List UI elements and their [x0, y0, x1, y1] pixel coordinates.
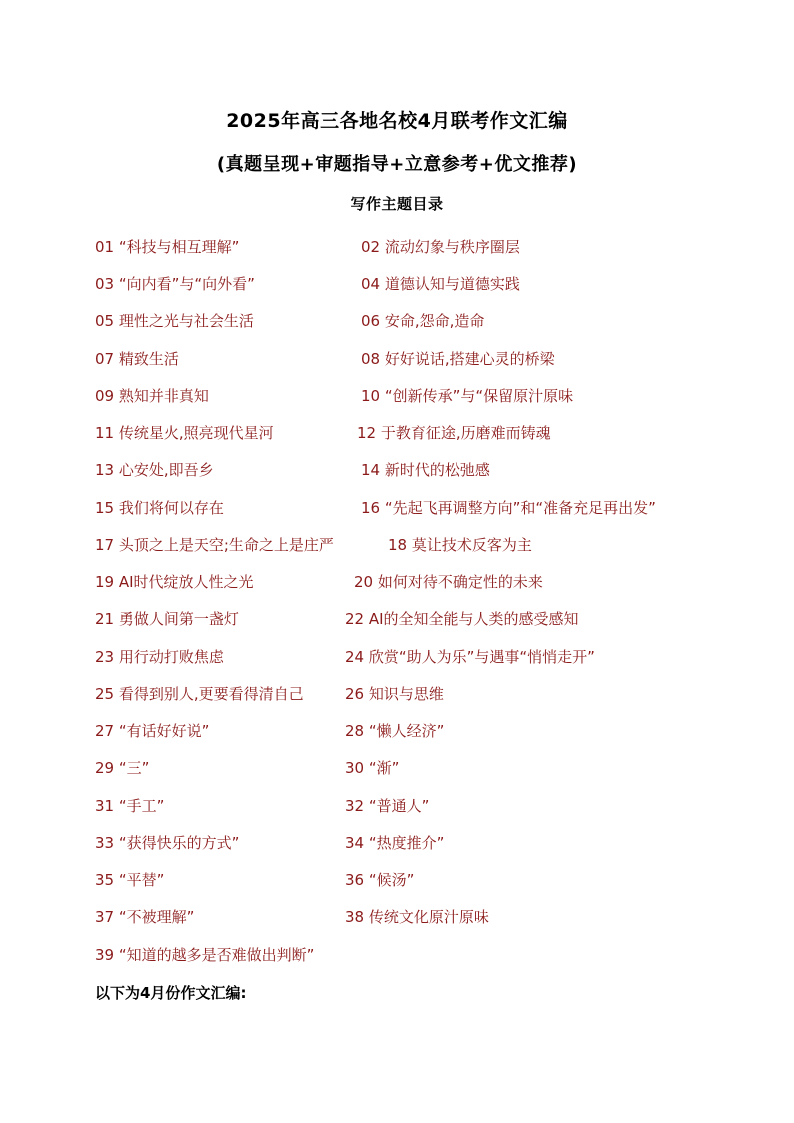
toc-item: 23 用行动打败焦虑	[95, 648, 224, 666]
toc-item: 27 “有话好好说”	[95, 722, 210, 740]
document-subtitle: (真题呈现+审题指导+立意参考+优文推荐)	[216, 154, 578, 175]
toc-item: 34 “热度推介”	[345, 834, 445, 852]
toc-item: 33 “获得快乐的方式”	[95, 834, 240, 852]
toc-item: 29 “三”	[95, 759, 150, 777]
toc-item: 38 传统文化原汁原味	[345, 908, 489, 926]
toc-item: 35 “平替”	[95, 871, 165, 889]
toc-item: 11 传统星火,照亮现代星河	[95, 424, 274, 442]
toc-item: 18 莫让技术反客为主	[388, 536, 532, 554]
toc-item: 22 AI的全知全能与人类的感受感知	[345, 610, 579, 628]
toc-item: 08 好好说话,搭建心灵的桥梁	[361, 350, 555, 368]
toc-item: 15 我们将何以存在	[95, 499, 224, 517]
toc-item: 21 勇做人间第一盏灯	[95, 610, 239, 628]
toc-item: 16 “先起飞再调整方向”和“准备充足再出发”	[361, 499, 656, 517]
toc-item: 30 “渐”	[345, 759, 400, 777]
toc-item: 36 “候汤”	[345, 871, 415, 889]
toc-item: 10 “创新传承”与“保留原汁原味	[361, 387, 574, 405]
toc-item: 14 新时代的松弛感	[361, 461, 490, 479]
toc-item: 05 理性之光与社会生活	[95, 312, 254, 330]
toc-item: 13 心安处,即吾乡	[95, 461, 214, 479]
toc-item: 06 安命,怨命,造命	[361, 312, 485, 330]
toc-item: 37 “不被理解”	[95, 908, 195, 926]
document-title: 2025年高三各地名校4月联考作文汇编	[226, 110, 568, 132]
toc-heading: 写作主题目录	[350, 195, 444, 213]
toc-item: 24 欣赏“助人为乐”与遇事“悄悄走开”	[345, 648, 595, 666]
toc-item: 04 道德认知与道德实践	[361, 275, 520, 293]
toc-item: 17 头顶之上是天空;生命之上是庄严	[95, 536, 334, 554]
toc-item: 28 “懒人经济”	[345, 722, 445, 740]
toc-item: 39 “知道的越多是否难做出判断”	[95, 946, 315, 964]
toc-item: 09 熟知并非真知	[95, 387, 209, 405]
toc-item: 01 “科技与相互理解”	[95, 238, 240, 256]
toc-item: 32 “普通人”	[345, 797, 430, 815]
toc-item: 02 流动幻象与秩序圈层	[361, 238, 520, 256]
section-intro: 以下为4月份作文汇编:	[95, 984, 247, 1002]
toc-item: 12 于教育征途,历磨难而铸魂	[357, 424, 551, 442]
toc-item: 07 精致生活	[95, 350, 179, 368]
toc-item: 03 “向内看”与“向外看”	[95, 275, 255, 293]
toc-item: 20 如何对待不确定性的未来	[354, 573, 543, 591]
toc-item: 26 知识与思维	[345, 685, 444, 703]
toc-item: 19 AI时代绽放人性之光	[95, 573, 254, 591]
toc-item: 31 “手工”	[95, 797, 165, 815]
toc-item: 25 看得到别人,更要看得清自己	[95, 685, 304, 703]
